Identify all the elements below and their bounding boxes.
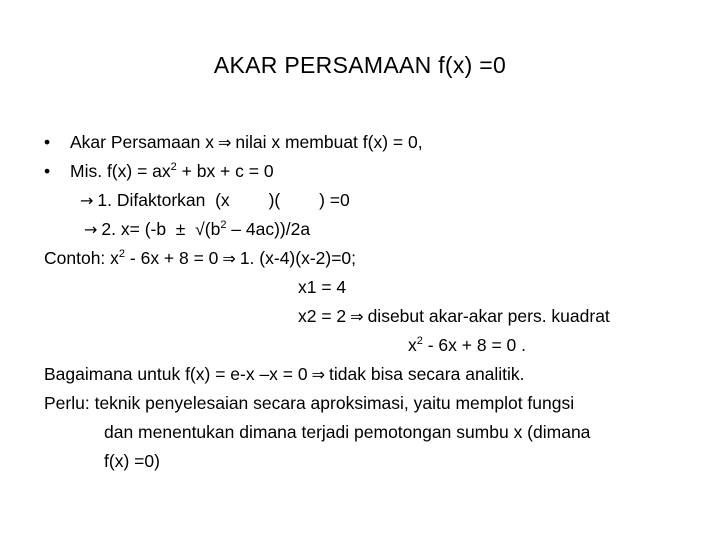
arrow-right-icon: → — [80, 191, 94, 210]
method-line-2: → 2. $x= (-b \pm √(b^2 - 4ac))/2a$ — [84, 219, 311, 239]
bullet-marker: • — [44, 132, 51, 152]
implies-icon: ⇒ — [350, 307, 364, 326]
conclusion-line-3: f(x) =0) — [104, 451, 160, 471]
root-x2: x2 = 2 ⇒ disebut akar-akar pers. kuadrat — [298, 306, 610, 326]
bullet-line-1: • Akar Persamaan x ⇒ nilai x membuat f(x) = 0, — [44, 132, 423, 152]
bullet-marker: • — [44, 161, 51, 181]
conclusion-line-1: Perlu: teknik penyelesaian secara aproksimasi, yaitu memplot fungsi — [44, 393, 575, 413]
implies-icon: ⇒ — [222, 249, 236, 268]
implies-icon: ⇒ — [311, 365, 326, 384]
conclusion-line-2: dan menentukan dimana terjadi pemotongan sumbu x (dimana — [104, 422, 591, 442]
method-line-1: → 1. Difaktorkan (x )( ) =0 — [80, 190, 350, 210]
question-line: Bagaimana untuk f(x) = e-x –x = 0 ⇒ tidak bisa secara analitik. — [44, 364, 525, 384]
arrow-right-icon: → — [84, 220, 98, 239]
implies-icon: ⇒ — [217, 133, 232, 152]
root-x1: x1 = 4 — [298, 277, 347, 297]
example-line: Contoh: $x^2 - 6x + 8 = 0$ ⇒ 1. (x-4)(x-2)=0; — [44, 248, 357, 268]
quadratic-equation: $x^2 - 6x + 8 = 0$ . — [408, 335, 526, 355]
bullet-line-2: • Mis. $f(x) = ax^2$ + bx + c = 0 — [44, 161, 274, 181]
slide-title: AKAR PERSAMAAN f(x) =0 — [213, 52, 507, 78]
